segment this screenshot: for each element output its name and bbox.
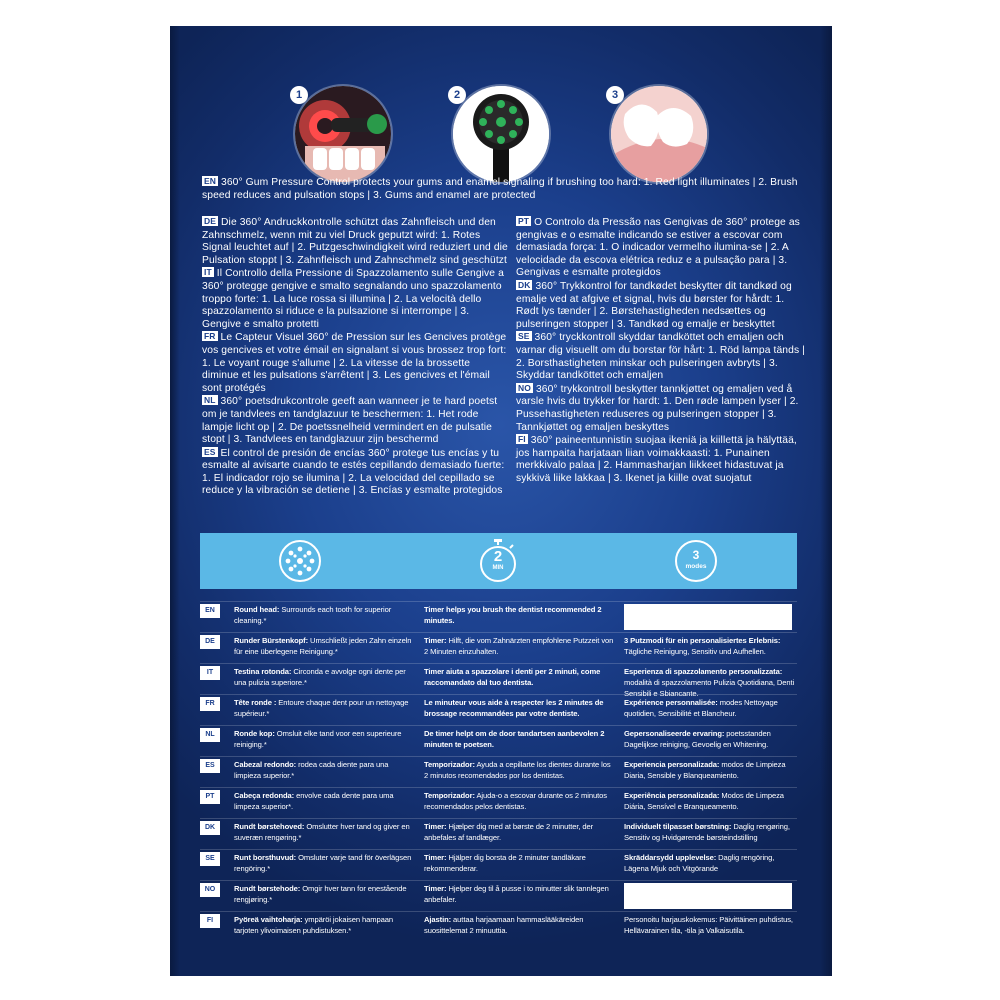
- paragraph-text: 360° paineentunnistin suojaa ikeniä ja kiillettä ja hälyttää, jos hampaita harjataan liian voimakkaasti: 1. Punainen merkkivalo palaa | 2. Hammasharjan liikkeet hidastuvat ja sykkivä liike lakkaa | 3. Ikenet ja kiille ovat suojatut: [516, 435, 797, 484]
- lang-code: PT: [200, 790, 220, 804]
- lang-code: ES: [204, 446, 216, 457]
- lang-code: SE: [200, 852, 220, 866]
- lang-code: ES: [200, 759, 220, 773]
- table-row: [200, 666, 797, 697]
- lang-paragraph: [202, 447, 508, 498]
- modes-cell: Personoitu harjauskokemus: Päivittäinen puhdistus, Hellävarainen tila, -tila ja Valkaisutila.: [624, 915, 793, 935]
- round-head-icon: [278, 539, 322, 583]
- modes-unit: modes: [685, 563, 707, 570]
- timer-cell: Timer: Hjälper dig borsta de 2 minuter tandläkare rekommenderar.: [424, 853, 586, 873]
- paragraph-text: 360° Trykkontrol for tandkødet beskytter dit tandkød og emalje ved at afgive et signal, hvis du børster for hårdt: 1. Rødt lys tænder | 2. Børstehastigheden nedsættes og pulseringen stopper | 3. Tandkød og emalje er beskyttet: [516, 280, 792, 330]
- table-row: [200, 604, 797, 635]
- timer-cell: Temporizador: Ajuda-o a escovar durante os 2 minutos recomendados pelos dentistas.: [424, 791, 607, 811]
- lang-paragraph: [516, 383, 806, 434]
- table-row: [200, 914, 797, 945]
- round-head-cell: Rundt børstehode: Omgir hver tann for enestående rengjøring.*: [234, 884, 407, 904]
- modes-count: 3: [692, 548, 700, 562]
- lang-code: DK: [518, 279, 531, 290]
- feature-icon-band: [200, 533, 797, 589]
- timer-cell: Timer: Hilft, die vom Zahnärzten empfohlene Putzzeit von 2 Minuten einzuhalten.: [424, 636, 614, 656]
- lang-code: FI: [200, 914, 220, 928]
- modes-cell: Experiencia personalizada: modos de Limpieza Diaria, Sensible y Blanqueamiento.: [624, 760, 786, 780]
- timer-cell: Le minuteur vous aide à respecter les 2 minutes de brossage recommandées par votre dentiste.: [424, 698, 604, 718]
- table-row: [200, 759, 797, 790]
- timer-unit: MIN: [492, 565, 504, 571]
- table-row: [200, 697, 797, 728]
- lang-code: EN: [200, 604, 220, 618]
- right-column: [516, 216, 806, 485]
- paragraph-text: 360° Gum Pressure Control protects your gums and enamel signaling if brushing too hard: 1. Red light illuminates | 2. Brush speed reduces and pulsation stops | 3. Gums and enamel are protected: [202, 177, 798, 201]
- modes-cell: Gepersonaliseerde ervaring: poetsstanden Dagelijkse reiniging, Gevoelig en Whitening.: [624, 729, 771, 749]
- timer-cell: Timer: Hjælper dig med at børste de 2 minutter, der anbefales af tandlæger.: [424, 822, 594, 842]
- paragraph-text: 360° tryckkontroll skyddar tandköttet och emaljen och varnar dig visuellt om du borstar för hårt: 1. Röd lampa tänds | 2. Borsthastigheten minskar och pulseringen avbryts | 3. Skyddar tandköttet och emaljen: [516, 332, 805, 382]
- modes-cell: 3 Putzmodi für ein personalisiertes Erlebnis: Tägliche Reinigung, Sensitiv und Aufhellen.: [624, 636, 781, 656]
- protected-gums-image: [611, 86, 707, 182]
- step-number: 1: [290, 86, 308, 104]
- package-back-panel: [170, 26, 832, 976]
- en-description: [202, 176, 802, 202]
- timer-cell: Timer helps you brush the dentist recommended 2 minutes.: [424, 605, 602, 625]
- lang-code: IT: [204, 267, 212, 278]
- timer-minutes: 2: [493, 548, 503, 565]
- lang-code: FI: [518, 434, 526, 445]
- round-head-cell: Cabezal redondo: rodea cada diente para una limpieza superior.*: [234, 760, 389, 780]
- lang-code: NL: [204, 395, 216, 406]
- timer-cell: Timer aiuta a spazzolare i denti per 2 minuti, come raccomandato dal tuo dentista.: [424, 667, 601, 687]
- modes-cell: Experiência personalizada: Modos de Limpeza Diária, Sensível e Branqueamento.: [624, 791, 784, 811]
- modes-cell: Expérience personnalisée: modes Nettoyage quotidien, Sensibilité et Blancheur.: [624, 698, 778, 718]
- round-head-cell: Ronde kop: Omsluit elke tand voor een superieure reiniging.*: [234, 729, 402, 749]
- timer-cell: Temporizador: Ayuda a cepillarte los dientes durante los 2 minutos recomendados por los dentistas.: [424, 760, 611, 780]
- lang-paragraph: [516, 331, 806, 382]
- gum-pressure-red-light-image: [295, 86, 391, 182]
- lang-code: NL: [200, 728, 220, 742]
- lang-code: IT: [200, 666, 220, 680]
- paragraph-text: El control de presión de encías 360° protege tus encías y tu esmalte al avisarte cuando te estés cepillando demasiado fuerte: 1. El indicador rojo se ilumina | 2. La velocidad del cepillado se reduce y la vibración se detiene | 3. Encías y esmalte protegidos: [202, 447, 505, 497]
- round-head-cell: Cabeça redonda: envolve cada dente para uma limpeza superior*.: [234, 791, 394, 811]
- round-head-cell: Rundt børstehoved: Omslutter hver tand og giver en suveræn rengøring.*: [234, 822, 410, 842]
- table-row: [200, 790, 797, 821]
- step-number: 2: [448, 86, 466, 104]
- lang-code: PT: [518, 216, 530, 226]
- table-row: [200, 728, 797, 759]
- timer-cell: Ajastin: auttaa harjaamaan hammaslääkäreiden suosittelemat 2 minuuttia.: [424, 915, 584, 935]
- round-head-cell: Tête ronde : Entoure chaque dent pour un nettoyage supérieur.*: [234, 698, 409, 718]
- table-row: [200, 883, 797, 914]
- round-head-cell: Testina rotonda: Circonda e avvolge ogni dente per una pulizia superiore.*: [234, 667, 406, 687]
- table-row: [200, 852, 797, 883]
- modes-icon: [674, 539, 718, 583]
- lang-paragraph: [516, 216, 806, 280]
- round-head-cell: Runder Bürstenkopf: Umschließt jeden Zahn einzeln für eine überlegene Reinigung.*: [234, 636, 412, 656]
- lang-code: NO: [518, 382, 531, 393]
- lang-paragraph: [516, 434, 806, 485]
- step-illustrations: [170, 86, 832, 186]
- lang-paragraph: [202, 216, 508, 267]
- step-number: 3: [606, 86, 624, 104]
- paragraph-text: Die 360° Andruckkontrolle schützt das Zahnfleisch und den Zahnschmelz, wenn mit zu viel Druck geputzt wird: 1. Rotes Signal leuchtet auf | 2. Putzgeschwindigkeit wird reduziert und die Pulsation stoppt | 3. Zahnfleisch und Zahnschmelz sind geschützt: [202, 217, 508, 266]
- modes-cell: Esperienza di spazzolamento personalizzata: modalità di spazzolamento Pulizia Quotidiana, Denti Sensibili e Sbiancante.: [624, 667, 795, 698]
- paragraph-text: Il Controllo della Pressione di Spazzolamento sulle Gengive a 360° protegge gengive e smalto segnalando uno spazzolamento troppo forte: 1. La luce rossa si illumina | 2. La velocità dello spazzolamento si riduce e la pulsazione si interrompe | 3. Gengive e smalto protetti: [202, 268, 504, 330]
- paragraph-text: Le Capteur Visuel 360° de Pression sur les Gencives protège vos gencives et votre émail en signalant si vous brossez trop fort: 1. Le voyant rouge s'allume | 2. La vitesse de la brossette diminue et les pulsations s'arrêtent | 3. Les gencives et l'émail sont protégés: [202, 332, 507, 394]
- timer-cell: Timer: Hjelper deg til å pusse i to minutter slik tannlegen anbefaler.: [424, 884, 609, 904]
- lang-paragraph: [202, 267, 508, 331]
- timer-icon: [476, 539, 520, 583]
- lang-code: NO: [200, 883, 220, 897]
- round-head-cell: Round head: Surrounds each tooth for superior cleaning.*: [234, 605, 392, 625]
- blank-label: [624, 883, 792, 909]
- blank-label: [624, 604, 792, 630]
- lang-code: DE: [204, 216, 217, 226]
- lang-code: DK: [200, 821, 220, 835]
- brush-head-image: [453, 86, 549, 182]
- modes-cell: Skräddarsydd upplevelse: Daglig rengöring, Lägena Mjuk och Vitgörande: [624, 853, 775, 873]
- table-row: [200, 635, 797, 666]
- paragraph-text: 360° poetsdrukcontrole geeft aan wanneer je te hard poetst om je tandvlees en tandglazuur te beschermen: 1. Het rode lampje licht op | 2. De poetssnelheid vermindert en de pulsatie stopt | 3. Tandvlees en tandglazuur zijn beschermd: [202, 396, 498, 446]
- table-row: [200, 821, 797, 852]
- lang-paragraph: [516, 280, 806, 331]
- lang-code: DE: [200, 635, 220, 649]
- round-head-cell: Pyöreä vaihtoharja: ympäröi jokaisen hampaan tarjoten ylivoimaisen puhdistuksen.*: [234, 915, 393, 935]
- lang-paragraph: [202, 331, 508, 395]
- lang-code: EN: [204, 176, 217, 186]
- left-column: [202, 216, 508, 498]
- lang-paragraph: [202, 395, 508, 446]
- lang-code: SE: [518, 331, 530, 342]
- round-head-cell: Runt borsthuvud: Omsluter varje tand för överlägsen rengöring.*: [234, 853, 412, 873]
- paragraph-text: 360° trykkontroll beskytter tannkjøttet og emaljen ved å varsle hvis du trykker for hardt: 1. Den røde lampen lyser | 2. Pussehastigheten reduseres og pulseringen stopper | 3. Tannkjøttet og emaljen beskyttes: [516, 383, 799, 433]
- lang-code: FR: [200, 697, 220, 711]
- lang-code: FR: [204, 331, 216, 342]
- paragraph-text: O Controlo da Pressão nas Gengivas de 360° protege as gengivas e o esmalte indicando se estiver a escovar com demasiada força: 1. O indicador vermelho ilumina-se | 2. A velocidade da escova elétrica reduz e a pulsação para | 3. Gengivas e esmalte protegidos: [516, 217, 800, 279]
- timer-cell: De timer helpt om de door tandartsen aanbevolen 2 minuten te poetsen.: [424, 729, 605, 749]
- modes-cell: Individuelt tilpasset børstning: Daglig rengøring, Sensitiv og Hvidgørende børsteindstilling: [624, 822, 790, 842]
